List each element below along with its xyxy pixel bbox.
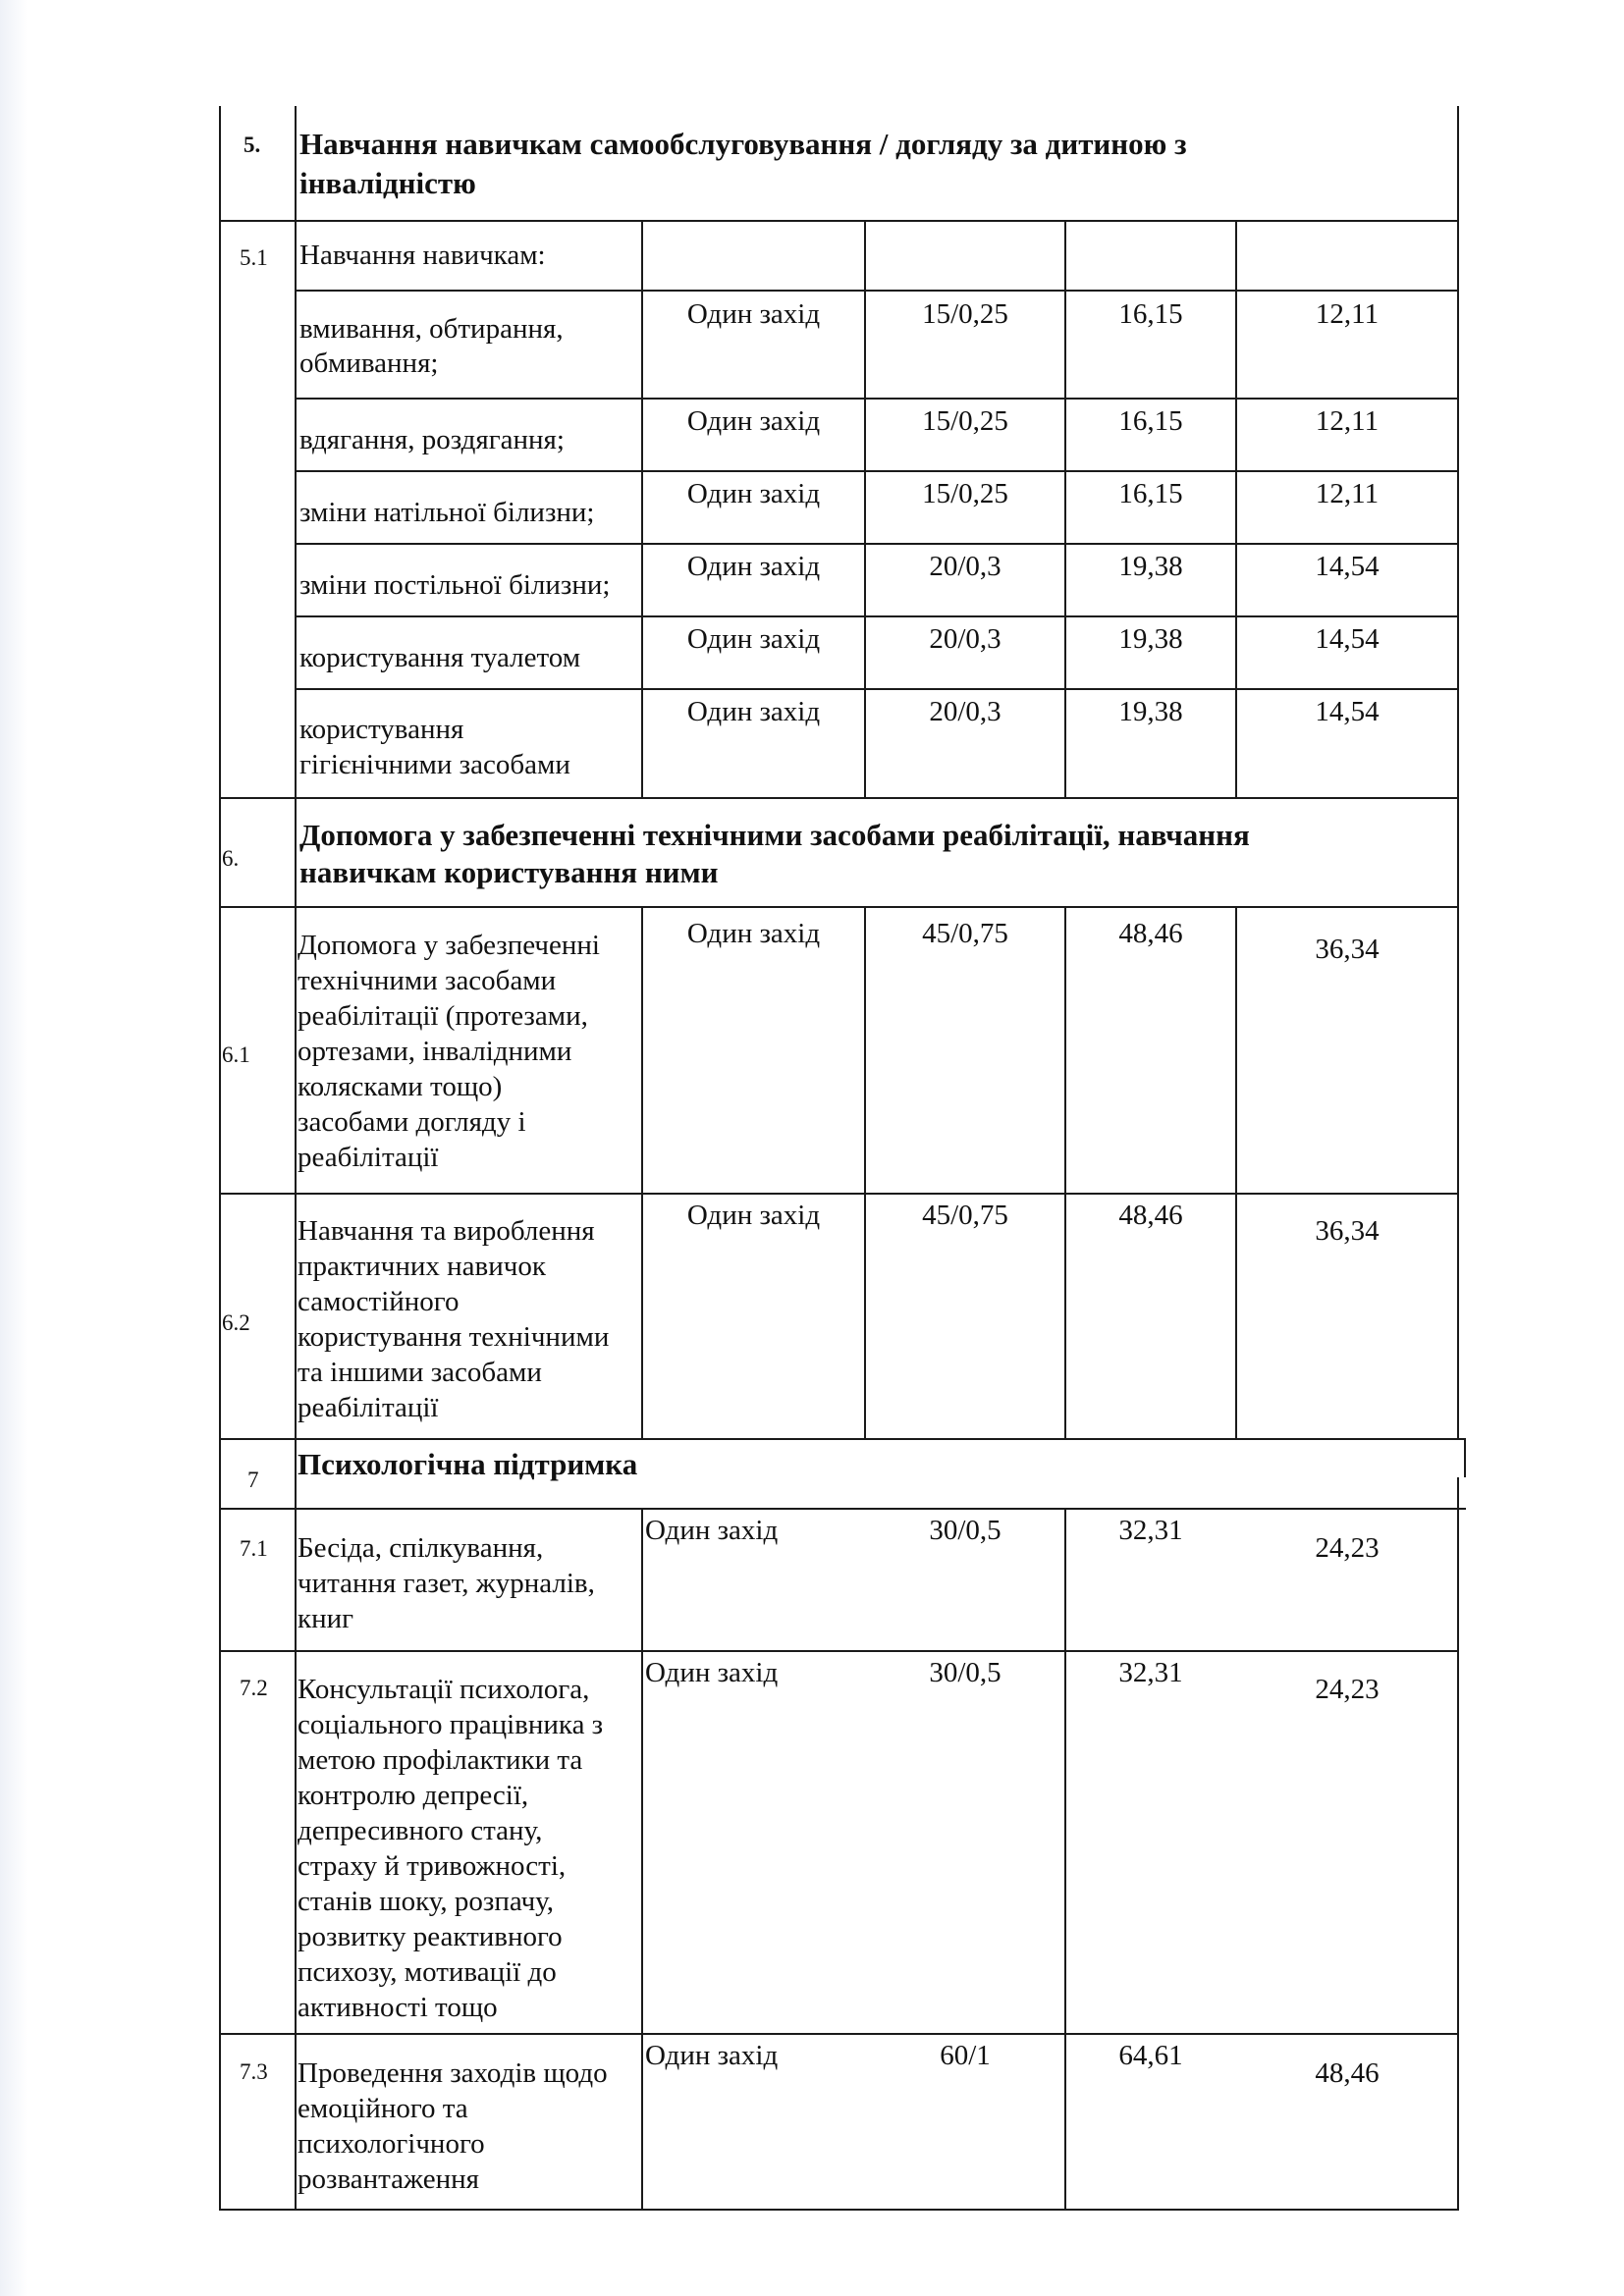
row-id: 7.3 [240, 2059, 268, 2084]
row-id: 6.2 [222, 1310, 250, 1335]
service-text: розвитку реактивного [298, 1921, 563, 1952]
section-number: 6. [222, 846, 240, 871]
service-text: колясками тощо) [298, 1071, 503, 1102]
service-text: вдягання, роздягання; [299, 424, 565, 455]
unit-cell: Один захід [686, 1200, 821, 1231]
price-cell: 32,31 [1118, 1657, 1183, 1688]
service-text: активності тощо [298, 1992, 498, 2023]
price2-cell: 12,11 [1315, 298, 1380, 330]
service-text: розвантаження [298, 2163, 479, 2195]
price-cell: 19,38 [1118, 623, 1183, 655]
section-title-line: Психологічна підтримка [298, 1447, 638, 1481]
unit-cell: Один захід [686, 478, 821, 509]
row-id: 7.1 [240, 1536, 268, 1561]
service-text: читання газет, журналів, [298, 1568, 595, 1599]
service-text: зміни натільної білизни; [299, 497, 595, 528]
time-cell: 20/0,3 [929, 696, 1001, 727]
service-text: практичних навичок [298, 1251, 546, 1282]
service-text: користування [299, 714, 464, 745]
price2-cell: 48,46 [1315, 2057, 1380, 2089]
section-title-line: інвалідністю [299, 166, 476, 200]
service-text: метою профілактики та [298, 1744, 583, 1776]
price2-cell: 14,54 [1315, 551, 1380, 582]
time-cell: 30/0,5 [929, 1515, 1001, 1546]
section-title-line: Навчання навичкам самообслуговування / догляду за дитиною з [299, 127, 1187, 161]
time-cell: 20/0,3 [929, 551, 1001, 582]
service-text: технічними засобами [298, 965, 557, 996]
unit-cell: Один захід [686, 551, 821, 582]
section-number: 5. [244, 133, 261, 157]
unit-cell: Один захід [686, 405, 821, 437]
service-text: депресивного стану, [298, 1815, 543, 1846]
service-text: соціального працівника з [298, 1709, 604, 1740]
price-cell: 48,46 [1118, 1200, 1183, 1231]
service-text: психозу, мотивації до [298, 1956, 557, 1988]
service-text: користування технічними [298, 1321, 610, 1353]
section-number: 7 [247, 1468, 259, 1492]
price-cell: 16,15 [1118, 478, 1183, 509]
row-id: 7.2 [240, 1676, 268, 1700]
unit-cell: Один захід [686, 623, 821, 655]
unit-cell: Один захід [686, 696, 821, 727]
price2-cell: 12,11 [1315, 478, 1380, 509]
service-text: гігієнічними засобами [299, 749, 570, 780]
service-text: самостійного [298, 1286, 460, 1317]
service-text: Допомога у забезпеченні [298, 930, 600, 961]
price-cell: 48,46 [1118, 918, 1183, 949]
row-id: 5.1 [240, 245, 268, 270]
service-text: емоційного та [298, 2093, 468, 2124]
price2-cell: 14,54 [1315, 623, 1380, 655]
time-cell: 45/0,75 [922, 1200, 1008, 1231]
price-cell: 19,38 [1118, 551, 1183, 582]
time-cell: 15/0,25 [922, 298, 1008, 330]
service-text: Навчання навичкам: [299, 240, 546, 271]
service-text: психологічного [298, 2128, 485, 2160]
service-text: реабілітації (протезами, [298, 1000, 588, 1032]
service-text: Навчання та вироблення [298, 1215, 595, 1247]
price2-cell: 36,34 [1315, 934, 1380, 965]
service-text: контролю депресії, [298, 1780, 529, 1811]
service-text: Проведення заходів щодо [298, 2057, 608, 2089]
service-text: Бесіда, спілкування, [298, 1532, 544, 1564]
row-id: 6.1 [222, 1042, 250, 1067]
unit-cell: Один захід [645, 1657, 779, 1688]
price-cell: 16,15 [1118, 405, 1183, 437]
scan-edge [0, 0, 27, 2296]
service-text: книг [298, 1603, 354, 1634]
time-cell: 15/0,25 [922, 478, 1008, 509]
service-text: Консультації психолога, [298, 1674, 590, 1705]
service-text: та іншими засобами [298, 1357, 542, 1388]
price2-cell: 36,34 [1315, 1215, 1380, 1247]
service-text: станів шоку, розпачу, [298, 1886, 555, 1917]
time-cell: 45/0,75 [922, 918, 1008, 949]
service-text: реабілітації [298, 1142, 439, 1173]
service-text: зміни постільної білизни; [299, 569, 611, 601]
unit-cell: Один захід [686, 298, 821, 330]
price2-cell: 12,11 [1315, 405, 1380, 437]
time-cell: 20/0,3 [929, 623, 1001, 655]
service-text: ортезами, інвалідними [298, 1036, 572, 1067]
price2-cell: 24,23 [1315, 1532, 1380, 1564]
price-cell: 32,31 [1118, 1515, 1183, 1546]
service-text: страху й тривожності, [298, 1850, 567, 1882]
price2-cell: 14,54 [1315, 696, 1380, 727]
time-cell: 30/0,5 [929, 1657, 1001, 1688]
unit-cell: Один захід [645, 2040, 779, 2071]
time-cell: 15/0,25 [922, 405, 1008, 437]
price2-cell: 24,23 [1315, 1674, 1380, 1705]
service-text: користування туалетом [299, 642, 581, 673]
unit-cell: Один захід [686, 918, 821, 949]
price-cell: 64,61 [1118, 2040, 1183, 2071]
time-cell: 60/1 [940, 2040, 991, 2071]
service-text: реабілітації [298, 1392, 439, 1423]
price-cell: 19,38 [1118, 696, 1183, 727]
service-text: вмивання, обтирання, [299, 313, 564, 345]
service-text: засобами догляду і [298, 1106, 526, 1138]
section-title-line: Допомога у забезпеченні технічними засобами реабілітації, навчання [299, 818, 1250, 852]
price-cell: 16,15 [1118, 298, 1183, 330]
service-text: обмивання; [299, 347, 439, 379]
section-title-line: навичкам користування ними [299, 855, 719, 889]
unit-cell: Один захід [645, 1515, 779, 1546]
